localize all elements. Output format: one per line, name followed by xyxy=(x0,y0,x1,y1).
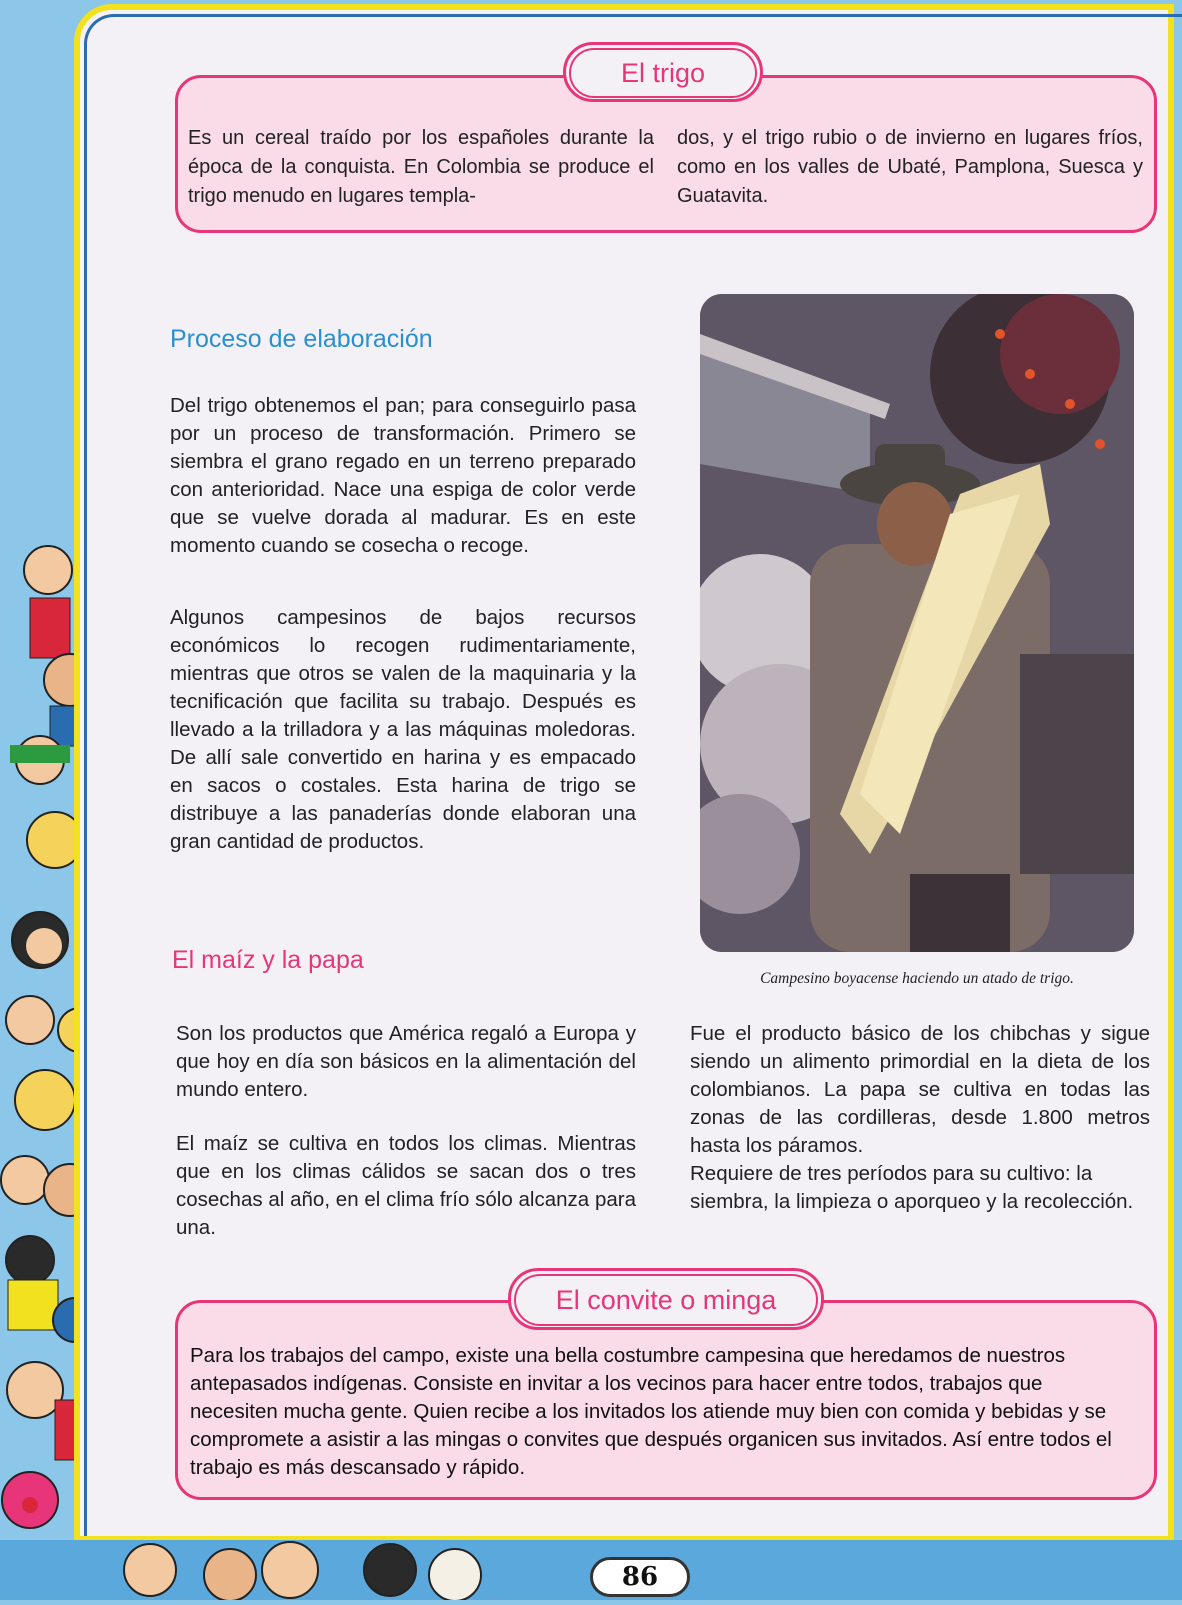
trigo-text-col2: dos, y el trigo rubio o de invierno en lugares fríos, como en los valles de Ubaté, Pamplona, Suesca y Guatavita. xyxy=(677,127,1143,207)
trigo-text-col1: Es un cereal traído por los españoles durante la época de la conquista. En Colombia se produce el trigo menudo en lugares templa- xyxy=(188,127,654,207)
convite-box-title xyxy=(508,1268,824,1330)
maiz-papa-paragraph-1: Son los productos que América regaló a Europa y que hoy en día son básicos en la alimentación del mundo entero. xyxy=(176,1022,636,1101)
trigo-title-text: El trigo xyxy=(569,48,757,98)
trigo-box-title xyxy=(563,42,763,102)
maiz-papa-paragraph-2: El maíz se cultiva en todos los climas. Mientras que en los climas cálidos se sacan dos o tres cosechas al año, en el clima frío sólo alcanza para una. xyxy=(176,1132,636,1239)
maiz-papa-paragraph-3: Fue el producto básico de los chibchas y sigue siendo un alimento primordial en la dieta de los colombianos. La papa se cultiva en todas las zonas de las cordilleras, desde 1.800 metros hasta los páramos. xyxy=(690,1022,1150,1157)
maiz-papa-paragraph-4: Requiere de tres períodos para su cultivo: la siembra, la limpieza o aporqueo y la recolección. xyxy=(690,1162,1134,1213)
convite-title-text: El convite o minga xyxy=(514,1274,818,1326)
proceso-paragraph-1: Del trigo obtenemos el pan; para conseguirlo pasa por un proceso de transformación. Primero se siembra el grano regado en un terreno preparado con anterioridad. Nace una espiga de color verde que se vuelve dorada al madurar. Es en este momento cuando se cosecha o recoge. xyxy=(170,394,636,557)
maiz-papa-heading: El maíz y la papa xyxy=(172,946,364,974)
convite-text: Para los trabajos del campo, existe una bella costumbre campesina que heredamos de nuestros antepasados indígenas. Consiste en invitar a los vecinos para hacer entre todos, trabajos que necesiten mucha gente. Quien recibe a los invitados los atiende muy bien con comida y bebidas y se compromete a asistir a las mingas o convites que después organicen sus invitados. Así entre todos el trabajo es más descansado y rápido. xyxy=(190,1344,1112,1479)
proceso-heading: Proceso de elaboración xyxy=(170,325,433,353)
page-number: 86 xyxy=(590,1557,690,1597)
photo-caption: Campesino boyacense haciendo un atado de trigo. xyxy=(760,970,1074,987)
wheat-farmer-photo xyxy=(700,294,1134,952)
proceso-paragraph-2: Algunos campesinos de bajos recursos económicos lo recogen rudimentariamente, mientras que otros se valen de la maquinaria y la tecnificación que facilita su trabajo. Después es llevado a la trilladora y a las máquinas moledoras. De allí sale convertido en harina y es empacado en sacos o costales. Esta harina de trigo se distribuye a las panaderías donde elaboran una gran cantidad de productos. xyxy=(170,606,636,853)
wheat-farmer-illustration xyxy=(700,294,1134,952)
